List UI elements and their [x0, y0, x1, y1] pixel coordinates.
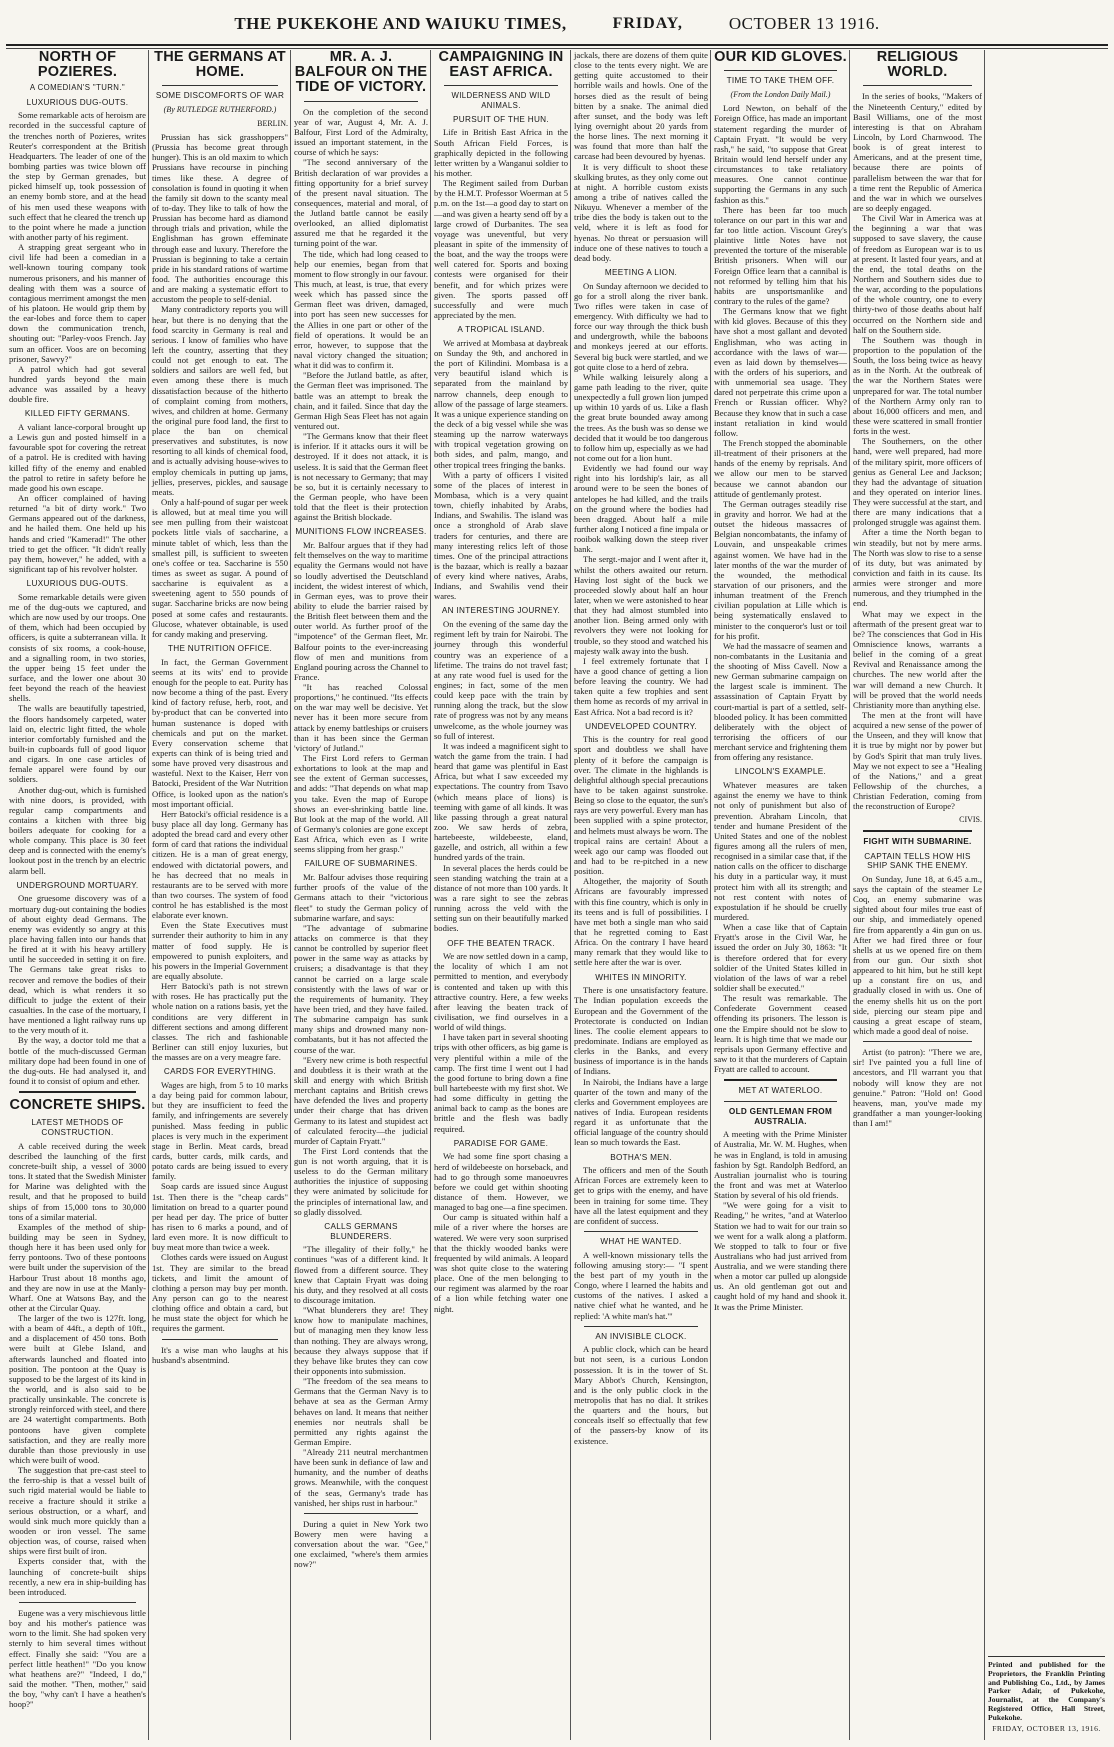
article-signature: CIVIS.	[959, 815, 982, 825]
article-paragraph: The First Lord contends that the gun is not worth arguing, that it is useless to do the German military authorities the injustice of supposing they were animated by solicitude for the principles of international law, and so gladly dissolved.	[294, 1145, 428, 1217]
article-headline: MR. A. J. BALFOUR ON THE TIDE OF VICTORY.	[294, 50, 428, 96]
article-paragraph: A public clock, which can be heard but not seen, is a curious London possession. It is in the tower of St. Mary Abbot's Church, Kensington, and is the only public clock in the metropolis that has no dial. It strikes the quarters and the hours, but conceals itself so effectually that few of the passers-by know of its existence.	[574, 1344, 708, 1446]
article-subheading: AN INTERESTING JOURNEY.	[441, 606, 561, 616]
article-deck: WILDERNESS AND WILD ANIMALS.	[451, 91, 551, 110]
article-paragraph: On the evening of the same day the regiment left by train for Nairobi. The journey through this wonderful country was an experience of a lifetime. The trains do not travel fast; at any rate wood fuel is used for the engines; in fact, some of the men could keep pace with the train by running along the track, but the slow rate of progress was not by any means unwelcome, as the whole journey was so full of interest.	[434, 619, 568, 741]
article-subheading: CALLS GERMANS BLUNDERERS.	[324, 1221, 398, 1241]
article-subheading: MET AT WATERLOO.	[738, 1086, 823, 1096]
article-paragraph: The Southerners, on the other hand, were well prepared, had more of the military spirit, more officers of genius as General Lee and Jackson; they had the advantage of situation and they operated on interior lines. They were successful at the start, and there are many indications that a prolonged struggle was against them.	[853, 436, 982, 528]
article-paragraph: Even the State Executives must surrender their authority to him in any matter of food supply. He is empowered to punish exploiters, and his powers in the Imperial Government are equally absolute.	[152, 920, 288, 982]
article-paragraph: The Germans know that we fight with kid gloves. Because of this they have shot a most gallant and devoted Englishman, who was acting in accordance with the laws of war—even as laid down by themselves—with the orders of his superiors, and with unmemorial sea usage. They dared not perpetrate this crime upon a French or Russian officer. Why? Because they know that in such a case instant retaliation in kind would follow.	[714, 306, 847, 438]
masthead-date: OCTOBER 13 1916.	[728, 14, 880, 33]
article-paragraph: The Southern was though in proportion to the population of the South, the loss being twice as heavy as in the North. At the outbreak of the war the Northern States were unprepared for war. The total number of the Northern Army only ran to about 16,000 officers and men, and these were scattered in small frontier forts in the west.	[853, 334, 982, 437]
article-paragraph: A patrol which had got several hundred yards beyond the main advance was assailed by a heavy double fire.	[9, 363, 146, 405]
article-paragraph: Some remarkable details were given me of the dug-outs we captured, and which are now used by our troops. One of them, which had been occupied by officers, is quite a subterranean villa. It consists of six rooms, a cook-house, and a signalling room, in two stories, the upper being 15 feet under the surface, and the lower one about 30 feet beyond the reach of the heaviest shells.	[9, 591, 146, 704]
masthead-rule	[6, 48, 1108, 49]
masthead	[6, 4, 1108, 46]
section-divider	[584, 1326, 698, 1327]
section-divider	[444, 85, 558, 86]
article-subheading: CAPTAIN TELLS HOW HIS SHIP SANK THE ENEMY.	[864, 851, 971, 871]
article-paragraph: Artist (to patron): "There we are, sir! I've painted you a full line of ancestors, and I'll warrant you that nobody will know they are not genuine." Patron: "Hold on! Good heavens, man, you've made my grandfather a man younger-looking than I am!"	[853, 1047, 982, 1129]
article-paragraph: I have taken part in several shooting trips with other officers, as big game is very plentiful within a mile of the camp. The first time I went out I had the good fortune to bring down a fine bull hartebeeste with my first shot. We had some difficulty in getting the animal back to camp as the bones are brittle and the flesh was badly required.	[434, 1032, 568, 1134]
article-byline: (By RUTLEDGE RUTHERFORD.)	[163, 105, 277, 115]
article-paragraph: Lord Newton, on behalf of the Foreign Office, has made an important statement regarding the murder of Captain Fryatt. "It would be very rash," he said, "to suppose that Great Britain would lend herself under any circumstances to take retaliatory measures. One cannot continue supporting the Germans in any such fashion as this."	[714, 103, 848, 205]
article-paragraph: The Civil War in America was at the beginning a war that was supposed to save slavery, the cause of freedom as European war is to us at present. It lasted four years, and at the end, the total deaths on the Northern and Southern sides due to the war, according to the populations of the whole country, one to every thirty-two of those deaths about half occurred on the Northern side and half on the Southern side.	[853, 213, 982, 335]
article-paragraph: "The advantage of submarine attacks on commerce is that they cannot be controlled by superior fleet power in the same way as attacks by cruisers; a disadvantage is that they cannot be carried on a large scale consistently with the laws of war or the requirements of humanity. They have been tried, and they have failed. The submarine campaign has sunk many ships and drowned many non-combatants, but it has not affected the course of the war.	[294, 922, 428, 1055]
article-paragraph: "Before the Jutland battle, as after, the German fleet was imprisoned. The battle was an attempt to break the chain, and it failed. Since that day the German High Seas Fleet has not again ventured out.	[294, 370, 428, 432]
article-subheading: SOME DISCOMFORTS OF WAR	[155, 91, 285, 101]
article-subheading: LUXURIOUS DUG-OUTS.	[26, 579, 129, 589]
section-divider	[162, 1339, 278, 1340]
article-headline: OUR KID GLOVES.	[714, 50, 847, 65]
article-paragraph: In Nairobi, the Indians have a large quarter of the town and many of the clerks and Government employees are natives of India. European residents regard it as unfortunate that the official language of the country should lean so much towards the East.	[574, 1076, 708, 1148]
column-campaigning-east-africa	[431, 50, 571, 1740]
article-subheading: AN INVISIBLE CLOCK.	[595, 1331, 687, 1341]
article-paragraph: The Regiment sailed from Durban by the H.M.T. Professor Woerman at 5 p.m. on the 1st—a good day to start on—and was given a hearty send off by a large crowd of Durbanites. The sea voyage was uneventful, but very pleasant in spite of the immensity of the boat, and the way the troops were well catered for. Sports and boxing contests were organised for their benefit, and for which prizes were given. The sports passed off successfully and were much appreciated by the men.	[434, 178, 568, 321]
section-divider	[19, 1602, 136, 1603]
article-paragraph: Soap cards are issued since August 1st. Then there is the "cheap cards" limitation on bread to a quarter pound per head per day. The price of butter has risen to 6 marks a pound, and of lard even more. It is now difficult to buy meat more than twice a week.	[152, 1181, 288, 1253]
article-paragraph: With a party of officers I visited some of the places of interest in Mombasa, which is a very quaint town, chiefly inhabited by Arabs, Indians, and Swahilis. The island was once a stronghold of Arab slave traders for centuries, and there are many interesting relics left of those times. One of the principal attractions is the bazaar, which is really a bazaar of every kind where natives, Arabs, Indians, and Swahilis vend their wares.	[434, 469, 568, 602]
article-paragraph: We had the massacre of seamen and non-combatants in the Lusitania and the shooting of Miss Cavell. Now a new German submarine campaign on the largest scale is imminent. The assassination of Captain Fryatt by court-martial is part of a settled, self-blooded policy. It has been committed deliberately with the object of terrorising the officers of our merchant service and frightening them from offering any resistance.	[714, 640, 847, 763]
article-paragraph: Wages are high, from 5 to 10 marks a day being paid for common labour, but they are insufficient to feed the family, and infringements are severely punished. Mass feeding in public places is very much in the experiment stage in Berlin. Meat cards, bread cards, butter cards, milk cards, and potato cards are being issued to every family.	[152, 1079, 288, 1182]
article-paragraph: The tide, which had long ceased to help our enemies, began from that moment to flow strongly in our favour. This much, at least, is true, that every week which has passed since the German fleet was driven, damaged, into port has seen new successes for the Allies in one part or other of the field of operations. It would be an error, however, to suppose that the naval victory changed the situation; what it did was to confirm it.	[294, 248, 428, 371]
column-east-africa-continued	[571, 50, 711, 1740]
article-paragraph: A well-known missionary tells the following amusing story:— "I spent the best part of my youth in the Congo, where I learned the habits and customs of the natives. I asked a native chief what he wanted, and he replied: 'A white man's hat.'"	[574, 1249, 708, 1321]
article-subheading: LATEST METHODS OF CONSTRUCTION.	[31, 1118, 124, 1137]
article-paragraph: A valiant lance-corporal brought up a Lewis gun and posted himself in a favourable spot for covering the retreat of a patrol. He is credited with having killed fifty of the enemy and enabled the patrol to retire in safety before he made good his own escape.	[9, 422, 146, 493]
article-paragraph: Eugene was a very mischievous little boy and his mother's patience was worn to the limit. She had spoken very sternly to him several times without effect. Finally she said: "You are a perfect little heathen!" "Do you know what heathens are?" "Indeed, I do," said the mother. "Then, mother," said the boy, "why can't I have a heathen's hoop?"	[9, 1608, 146, 1710]
article-paragraph: Prussian has sick grasshoppers" (Prussia has become great through hunger). This is an old maxim to which Prussians have recourse in pinching times like these. A degree of consolation is found in quoting it when the family sit down to the scanty meal of to-day. They like to talk of how the Prussian has become hard as diamond through trials and privation, while the Englishman has grown effeminate through ease and luxury. Therefore the Prussian is beginning to take a certain pride in his standard rations of wartime food. The authorities encourage this and are making a systematic effort to accustom the people to self-denial.	[152, 131, 288, 305]
section-divider	[724, 1101, 837, 1102]
masthead-day: FRIDAY,	[612, 15, 683, 32]
column-our-kid-gloves	[711, 50, 850, 1740]
article-paragraph: When a case like that of Captain Fryatt's arose in the Civil War, he issued the order on July 30, 1863: "It is therefore ordered that for every soldier of the United States killed in violation of the laws of war a rebel soldier shall be executed."	[714, 922, 847, 993]
article-headline: NORTH OF POZIERES.	[37, 50, 118, 81]
article-paragraph: "The illegality of their folly," he continues "was of a different kind. It flowed from a different source. They knew that Captain Fryatt was doing his duty, and they resolved at all costs to discourage imitation.	[294, 1244, 428, 1305]
article-paragraph: A strapping great sergeant who in civil life had been a comedian in a well-known touring company took numerous prisoners, and his manner of dealing with them was a source of contagious merriment amongst the men of his platoon. He would grip them by the ear-lobes and force them to caper down the communication trench, shouting out: "Parley-voos French. Jay sum an officer. Voos are on becoming prisoner, Sawvy?"	[9, 242, 146, 364]
article-paragraph: Herr Batocki's official residence is a busy place all day long. Germany has adopted the bread card and every other form of card that rations the individual citizen. He is a man of great energy, endowed with dictatorial powers, and he has decreed that no meals in restaurants are to be served with more than two courses. The system of food control he has established is the most elaborate ever known.	[152, 808, 288, 921]
section-divider	[304, 1513, 418, 1514]
article-paragraph: The First Lord refers to German exhortations to look at the map and see the extent of German successes, and adds: "That depends on what map you take. Even the map of Europe shows an ever-shrinking battle line. But look at the map of the world. All of Germany's colonies are gone except East Africa, which even as I write seems slipping from her grasp."	[294, 753, 428, 855]
article-subheading: LINCOLN'S EXAMPLE.	[734, 767, 827, 777]
imprint-dateline: FRIDAY, OCTOBER 13, 1916.	[992, 1724, 1101, 1734]
column-religious-world	[850, 50, 985, 1740]
article-paragraph: We are now settled down in a camp, the locality of which I am not permitted to mention, and everybody is contented and taken up with this attractive country. Here, a few weeks after leaving the beaten track of civilisation, we find ourselves in a world of wild things.	[434, 951, 568, 1033]
article-paragraph: The result was remarkable. The Confederate Government ceased offending its prisoners. The lesson is one the Empire should not be slow to learn. It is high time that we made our reprisals upon Germany effective and saw to it that the murderers of Captain Fryatt are called to account.	[714, 993, 847, 1075]
article-paragraph: A cable received during the week described the launching of the first concrete-built ship, a vessel of 3000 tons. It stated that the Swedish Minister for Marine was delighted with the result, and that he proposed to build ships of from 15,000 tons to 30,000 tons of a similar material.	[9, 1140, 146, 1222]
article-headline: RELIGIOUS WORLD.	[876, 50, 959, 81]
article-dateline: BERLIN.	[257, 118, 288, 128]
article-paragraph: "The second anniversary of the British declaration of war provides a fitting opportunity for a brief survey of the present naval situation. The consequences, material and moral, of the Jutland battle cannot be easily overlooked, an allied diplomatist assured me that he regarded it the turning point of the war.	[294, 157, 428, 249]
imprint-block	[988, 1656, 1105, 1734]
article-paragraph: On Sunday afternoon we decided to go for a stroll along the river bank. Two rifles were taken in case of emergency. With difficulty we had to force our way through the thick bush and undergrowth, while the baboons and monkeys jeered at our efforts. Several big buck were startled, and we got quite close to a herd of zebra.	[574, 280, 708, 372]
column-imprint	[985, 50, 1108, 1740]
section-divider	[863, 85, 972, 86]
article-paragraph: What may we expect in the aftermath of the present great war to be? The consciences that God in His Omniscience knows, warrants a belief in the coming of a great Revival and Renaissance among the churches. The new world after the war will demand a new Church. It will be proved that the world needs Christianity more than anything else.	[853, 608, 982, 710]
article-headline: CONCRETE SHIPS.	[9, 1097, 146, 1114]
article-paragraph: In fact, the German Government seems at its wits' end to provide enough for the people to eat. Purity has now become a thing of the past. Every kind of factory refuse, herb, root, and by-product that can be converted into human sustenance is doped with chemicals and put on the market. Every conservation scheme that experts can think of is being tried and some have proved very disastrous and wasteful. Next to the Kaiser, Herr von Batocki, President of the War Nutrition Office, is looked upon as the nation's most important official.	[152, 656, 288, 809]
article-subheading: PURSUIT OF THE HUN.	[453, 114, 549, 124]
article-paragraph: The officers and men of the South African Forces are extremely keen to get to grips with the enemy, and have been in training for some time. They have all the latest equipment and they are confident of success.	[574, 1165, 708, 1226]
article-paragraph: "Already 211 neutral merchantmen have been sunk in defiance of law and humanity, and the number of deaths grows. Meanwhile, with the conquest of the seas, Germany's trade has vanished, her ships rust in harbour."	[294, 1447, 428, 1508]
section-divider	[863, 830, 972, 832]
article-paragraph: Many contradictory reports you will hear, but there is no denying that the food scarcity in Germany is real and serious. I know of families who have left the country, asserting that they could not get enough to eat. The soldiers and sailors are well fed, but even among these there is much dissatisfaction because of the hitherto of complaint coming from mothers, wives, and children at home. Germany the original pure food land, the first to place the ban on chemical preservatives and substitutes, is now resorting to all kinds of chemical food, and is actually advising house-wives to employ chemicals in putting up jams, jellies, preserves, pickles, and sausage meats.	[152, 304, 288, 497]
article-subheading: PARADISE FOR GAME.	[453, 1138, 549, 1148]
article-paragraph: Life in British East Africa in the South African Field Forces, is graphically depicted in the following letter written by a Wanganui soldier to his mother.	[434, 127, 568, 179]
article-subheading: WHAT HE WANTED.	[600, 1237, 682, 1247]
article-paragraph: "It has reached Colossal proportions," he continued. "Its effects on the war may well be decisive. Yet never has it been more secure from attack by enemy battleships or cruisers than it has been since the German 'victory' of Jutland."	[294, 682, 428, 753]
article-paragraph: In several places the herds could be seen standing watching the train at a distance of not more than 100 yards. It was a rare sight to see the zebras running across the veld with the setting sun on their beautifully marked bodies.	[434, 862, 568, 934]
article-headline: CAMPAIGNING IN EAST AFRICA.	[438, 50, 564, 81]
article-deck: A COMEDIAN'S "TURN."	[29, 83, 126, 93]
article-paragraph: The suggestion that pre-cast steel to the ferro-ship is that a vessel built of such rigid material would be liable to receive a fracture should it strike a serious obstruction, or a wharf, and would sink much more quickly than a wooden or iron vessel. The same objection was, of course, raised when ships were first built of iron.	[9, 1465, 146, 1557]
article-subheading: TIME TO TAKE THEM OFF.	[726, 76, 835, 86]
article-paragraph: Only a half-pound of sugar per week is allowed, but at meal time you will see men pulling from their waistcoat pockets little vials of saccharine, a minute tablet of which, less than the smallest pill, is sufficient to sweeten one's coffee or tea. Saccharine is 550 times as sweet as sugar. A pound of saccharine is equivalent as a sweetening agent to 550 pounds of sugar. Saccharine bricks are now being posed at some cafes and restaurants. Glucose, whatever obtainable, is used for candy making and preserving.	[152, 497, 288, 639]
article-paragraph: It is very difficult to shoot these skulking brutes, as they only come out at night. A horrible custom exists among a tribe of natives called the Nikuyu. Whenever a member of the tribe dies the body is taken out to the veld, where it is left as food for hyenas. No threat or persuasion will induce one of these natives to touch a dead body.	[574, 161, 708, 263]
article-subheading: MEETING A LION.	[604, 267, 678, 277]
section-divider	[724, 1079, 837, 1081]
article-paragraph: "Every new crime is both respectful and doubtless it is their wrath at the skill and energy with which British merchant captains and British crews have defended the lives and property under their charge that has driven Germany to its latest and stupidest act of calculated ferocity—the judicial murder of Captain Fryatt."	[294, 1054, 428, 1146]
article-paragraph: The sergt.-major and I went after it, whilst the others awaited our return. Having lost sight of the buck we proceeded slowly about half an hour later, when we were astonished to hear that they had almost stumbled into another lion. Being armed only with revolvers they were not looking for trouble, so they stood and watched his majesty walk away into the bush.	[574, 554, 708, 656]
article-subheading: WHITES IN MINORITY.	[595, 972, 687, 982]
article-subheading: MUNITIONS FLOW INCREASES.	[295, 527, 427, 537]
article-subheading: LUXURIOUS DUG-OUTS.	[26, 97, 129, 107]
article-paragraph: There has been far too much tolerance on our part in this war and far too little action. Viscount Grey's plaintive little Notes have not prevented the torture of the miserable British prisoners. When will our Foreign Office learn that a cannibal is not reformed by telling him that his habits are unsportsmanlike and contrary to the rules of the game?	[714, 204, 847, 306]
article-paragraph: Mr. Balfour argues that if they had felt themselves on the way to maritime equality the Germans would not have so loudly advertised the Deutschland incident, the widest interest of which, in German eyes, was to prove their ability to elude the barrier raised by the British fleet between them and the outer world. As further proof of the "impotence" of the German fleet, Mr. Balfour points to the ever-increasing flow of men and munitions from England pouring across the Channel to France.	[294, 540, 428, 682]
article-paragraph: I feel extremely fortunate that I have a good chance of getting a lion before leaving the country. We had taken quite a few trophies and sent them home as records of my arrival in East Africa. Not a bad record is it?	[574, 655, 708, 717]
article-paragraph: We arrived at Mombasa at daybreak on Sunday the 9th, and anchored in the port of Kilindini. Mombasa is a very beautiful island which is separated from the mainland by narrow channels, deep enough to allow of the passage of large steamers. It was a unique experience standing on the deck of a big vessel while she was steaming up the narrow waterways with tropical vegetation growing on both sides, and palm, mango, and other tropical trees fringing the banks.	[434, 337, 568, 470]
article-subheading: BOTHA'S MEN.	[610, 1152, 672, 1162]
article-subheading: UNDERGROUND MORTUARY.	[16, 880, 139, 890]
article-paragraph: A meeting with the Prime Minister of Australia, Mr. W. M. Hughes, when he was in England, is told in amusing fashion by Sgt. Randolph Bedford, an Australian journalist who is touring the front and was met at Waterloo Station by several of his old friends.	[714, 1129, 847, 1201]
column-germans-at-home	[149, 50, 291, 1740]
column-balfour-tide-of-victory	[291, 50, 431, 1740]
article-paragraph: Experts consider that, with the launching of concrete-built ships recently, a new era in ship-building has been introduced.	[9, 1556, 146, 1597]
article-paragraph: The men at the front will have acquired a new sense of the power of the Unseen, and they will know that it is true by might nor by power but by God's Spirit that man truly lives. May we not expect to see a "Healing of the Nations," and a great Fellowship of the churches, a Christian Federation, coming from the reconstruction of Europe?	[853, 710, 982, 812]
article-subheading: A TROPICAL ISLAND.	[457, 325, 545, 335]
article-subheading: OFF THE BEATEN TRACK.	[447, 938, 555, 948]
article-subheading: FIGHT WITH SUBMARINE.	[863, 836, 972, 846]
article-paragraph: By the way, a doctor told me that a bottle of the much-discussed German military dope had been found in one of the dug-outs. He had analysed it, and found it to consist of opium and ether.	[9, 1035, 146, 1086]
article-byline: (From the London Daily Mail.)	[730, 89, 831, 99]
article-paragraph: Whatever measures are taken against the enemy we have to think not only of punishment but also of prevention. Abraham Lincoln, that tender and humane President of the United States and one of the noblest figures among all the rulers of men, recognised in a similar case that, if the nation calls on the officer to discharge his duty in a particular way, it must protect him with all its strength; and not rest content with notes of expostulation if he should be cruelly murdered.	[714, 780, 847, 922]
article-paragraph: Our camp is situated within half a mile of a river where the horses are watered. We were very soon surprised that the thickly wooded banks were frequented by wild animals. A leopard was shot quite close to the watering place. One of the men belonging to our regiment was alarmed by the roar of a lion while fetching water one night.	[434, 1212, 568, 1314]
section-divider	[584, 1231, 698, 1232]
article-paragraph: Evidently we had found our way right into his lordship's lair, as all around were to be seen the bones of antelopes he had killed, and the trails on the ground where the bodies had been dragged. About half a mile further along I noticed a fine impala or rooibok walking down the steep river bank.	[574, 463, 708, 555]
article-paragraph: It was indeed a magnificent sight to watch the game from the train. I had heard that game was plentiful in East Africa, but what I saw exceeded my expectations. The country from Tsavo (which means place of lions) is teeming with game of all kinds. It was like passing through a great natural zoo. We saw herds of zebra, hartebeeste, wildebeeste, eland, gazelle, and ostrich, all within a few hundred yards of the train.	[434, 740, 568, 863]
article-paragraph: Herr Batocki's path is not strewn with roses. He has practically put the whole nation on a rations basis, yet the conditions are very different in different sections and among different classes. The rich and fashionable Berliner can still enjoy luxuries, but the masses are on a very meagre fare.	[152, 981, 288, 1063]
article-paragraph: This is the country for real good sport and doubtless we shall have plenty of it before the campaign is over. The climate in the highlands is delightful although special precautions have to be taken against sunstroke. Being so close to the equator, the sun's rays are very powerful. Every man has been supplied with a spine protector, and helmets must always be worn. The tropical rains are certain! About a week ago our camp was flooded out and had to be re-pitched in a new position.	[574, 734, 708, 877]
article-paragraph: Examples of the method of ship-building may be seen in Sydney, though here it has been used only for ferry pontoons. Two of these pontoons were built under the supervision of the Harbour Trust about 18 months ago, and they are now in use at the Manly-Wharf. One at Watsons Bay, and the other at the Circular Quay.	[9, 1221, 146, 1313]
article-paragraph: It's a wise man who laughs at his husband's absentmind.	[152, 1344, 288, 1365]
article-subheading: CARDS FOR EVERYTHING.	[163, 1067, 277, 1077]
article-subheading: UNDEVELOPED COUNTRY.	[585, 721, 697, 731]
article-paragraph: While walking leisurely along a game path leading to the river, quite unexpectedly a full grown lion jumped up within 10 yards of us. Like a flash the great brute bounded away among the trees. As the bush was so dense we decided that it would be too dangerous to follow him up, especially as we had not come out for a lion hunt.	[574, 371, 708, 464]
article-paragraph: "What blunderers they are! They know how to manipulate machines, but of managing men they know less than nothing. They are always wrong, because they always suppose that if they behave like brutes they can cow their opponents into submission.	[294, 1305, 428, 1376]
article-paragraph: Mr. Balfour advises those requiring further proofs of the value of the Germans attach to their "victorious fleet" to study the German policy of submarine warfare, and says:	[294, 872, 428, 923]
article-paragraph: During a quiet in New York two Bowery men were having a conversation about the war. "Gee," one exclaimed, "where's them armies now?"	[294, 1518, 428, 1570]
article-subheading: OLD GENTLEMAN FROM AUSTRALIA.	[728, 1106, 833, 1126]
section-divider	[162, 85, 278, 86]
section-divider	[863, 1041, 972, 1042]
article-paragraph: There is one unsatisfactory feature. The Indian population exceeds the European and the Government of the Protectorate is conducted on Indian lines. The coolie element appears to predominate. Indians are employed as clerks in the Banks, and every business of importance is in the hands of Indians.	[574, 985, 708, 1077]
article-paragraph: On the completion of the second year of war, August 4, Mr. A. J. Balfour, First Lord of the Admiralty, issued an important statement, in the course of which he says:	[294, 106, 428, 158]
article-paragraph: Clothes cards were issued on August 1st. They are similar to the bread tickets, and limit the amount of clothing a person may buy per month. Any person can go to the nearest clothing office and obtain a card, but he must state the object for which he requires the garment.	[152, 1252, 288, 1334]
newspaper-title: THE PUKEKOHE AND WAIUKU TIMES,	[234, 14, 567, 33]
article-paragraph: The German outrages steadily rise in gravity and horror. We had at the outset the hideous massacres of Belgian noncombatants, the infamy of Louvain, and unspeakable crimes against women. We have had in the later months of the war the murder of the wounded, the methodical starvation of our prisoners, and the inhuman treatment of the French civilian population at Lille which is being systematically enslaved to minister to the conqueror's lust or toil for his profit.	[714, 498, 847, 641]
article-paragraph: "The Germans know that their fleet is inferior. If it attacks ours it will be destroyed. If it does not attack, it is useless. It is said that the German fleet is not necessary to Germany; that may be so, but it is certainly necessary to the German people, who have been told that the fleet is their protection against the British blockade.	[294, 431, 428, 523]
article-headline: THE GERMANS AT HOME.	[154, 50, 286, 81]
article-paragraph: Altogether, the majority of South Africans are favourably impressed with this fine country, which is only in its teens and is full of possibilities. I have met both a single man who said that he regretted coming to East Africa. On the contrary I have heard many remark that they would like to settle here after the war is over.	[574, 876, 708, 968]
section-divider	[19, 1091, 136, 1093]
column-north-of-pozieres	[6, 50, 149, 1740]
article-paragraph: An officer complained of having returned "a bit of dirty work." Two Germans appeared out of the darkness, and he hailed them. One held up his hands and cried "Kamerad!" The other tried to get the officer. "It didn't really pay them, however," he added, with a significant tap of his revolver holster.	[9, 493, 146, 575]
article-paragraph: In the series of books, "Makers of the Nineteenth Century," edited by Basil Williams, one of the most interesting is that on Abraham Lincoln, by Lord Charnwood. The book is of great interest to Americans, and at the present time, because there are points of parallelism between the war that for a time rent the Republic of America and the war in which we ourselves are so deeply engaged.	[853, 91, 982, 213]
article-subheading: KILLED FIFTY GERMANS.	[24, 409, 131, 419]
article-paragraph: The French stopped the abominable ill-treatment of their prisoners at the hands of the enemy by reprisals. And we allow our men to be starved because we cannot abandon our attitude of gentlemanly protest.	[714, 437, 847, 499]
article-paragraph: "The freedom of the sea means to Germans that the German Navy is to behave at sea as the German Army behaves on land. It means that neither enemies nor neutrals shall be permitted any rights against the German Empire.	[294, 1376, 428, 1447]
article-paragraph: One gruesome discovery was of a mortuary dug-out containing the bodies of about eighty dead Germans. The enemy was evidently so angry at this place having fallen into our hands that he fired at it with his heavy artillery until he succeeded in setting it on fire. The Germans take great risks to recover and remove the bodies of their dead, which is what renders it so difficult to judge the extent of their casualties. In the case of the mortuary, I have mentioned a light railway runs up to the very mouth of it.	[9, 893, 146, 1036]
section-divider	[724, 70, 837, 71]
article-subheading: FAILURE OF SUBMARINES.	[304, 859, 418, 869]
article-paragraph: "We were going for a visit to Reading," he writes, "and at Waterloo Station we had to wait for our train so we went for a walk along a platform. We stopped to talk to four or five Australians who had just arrived from Australia, and we were standing there when a motor car pulled up alongside us. An old gentleman got out and caught hold of my hand and shook it. It was the Prime Minister.	[714, 1200, 847, 1312]
article-paragraph: After a time the North began to win steadily, but not by mere arms. The North was slow to rise to a sense of its duty, but was animated by conviction and faith in its cause. Its armies were stronger and more numerous, and they triumphed in the end.	[853, 527, 982, 609]
article-paragraph: The larger of the two is 127ft. long, with a beam of 44ft., a depth of 10ft., and a displacement of 450 tons. Both were built at Glebe Island, and afterwards launched and floated into position. The pontoon at the Quay is supposed to be the largest of its kind in the world, and is also said to be practically unsinkable. The concrete is strongly reinforced with steel, and there are 24 watertight compartments. Both pontoons have given complete satisfaction, and they are really more durable than those previously in use which were built of wood.	[9, 1313, 146, 1466]
article-paragraph: jackals, there are dozens of them quite close to the tents every night. We are getting quite accustomed to their horrible wails and howls. One of the horses died as the result of being bitten by a snake. The animal died after sunset, and the body was left lying overnight about 20 yards from the horse lines. The next morning it was found that more than half the carcase had been devoured by hyenas.	[574, 50, 708, 162]
article-paragraph: We had some fine sport chasing a herd of wildebeeste on horseback, and had to go through some manoeuvres before we could get within shooting distance of them. However, we managed to bag one—a fine specimen.	[434, 1151, 568, 1213]
article-subheading: THE NUTRITION OFFICE.	[167, 644, 273, 654]
article-paragraph: Some remarkable acts of heroism are recorded in the successful capture of the trenches north of Pozieres, writes Reuter's correspondent at the British Headquarters. The leader of one of the bombing parties was twice blown off the step by German grenades, but picked himself up, took possession of an enemy bomb store, and at the head of his men used these weapons with such effect that he cleared the trench up to the point where he made a junction with another party of his regiment.	[9, 110, 146, 242]
section-divider	[304, 101, 418, 102]
imprint-text: Printed and published for the Proprietors, the Franklin Printing and Publishing Co., Ltd., by James Parker Adair, of Pukekohe, Journalist, at the Company's Registered Office, Hall Street, Pukekohe.	[988, 1660, 1105, 1722]
article-paragraph: The walls are beautifully tapestried, the floors handsomely carpeted, water laid on, electric light fitted, the whole interior comfortably furnished and the built-in cupboards full of good liquor and cigars. In one case articles of female apparel were found by our soldiers.	[9, 703, 146, 785]
article-paragraph: Another dug-out, which is furnished with nine doors, is provided, with regular camp compartments and contains a kitchen with three big boilers adequate for cooking for a whole company. This place is 30 feet deep and is connected with the enemy's lookout post in the trench by an electric alarm bell.	[9, 784, 146, 876]
article-paragraph: On Sunday, June 18, at 6.45 a.m., says the captain of the steamer Le Coq, an enemy submarine was sighted about four miles true east of our ship, and immediately opened fire from apparently a 4in gun on us. After we had fired three or four shells at us we opened fire on them from our gun. Our sixth shot appeared to hit him, but he still kept up a constant fire on us, and gradually closed in with us. One of the enemy shells hit us on the port side, piercing our steam pipe and causing a great escape of steam, which made a good deal of noise.	[853, 873, 982, 1036]
